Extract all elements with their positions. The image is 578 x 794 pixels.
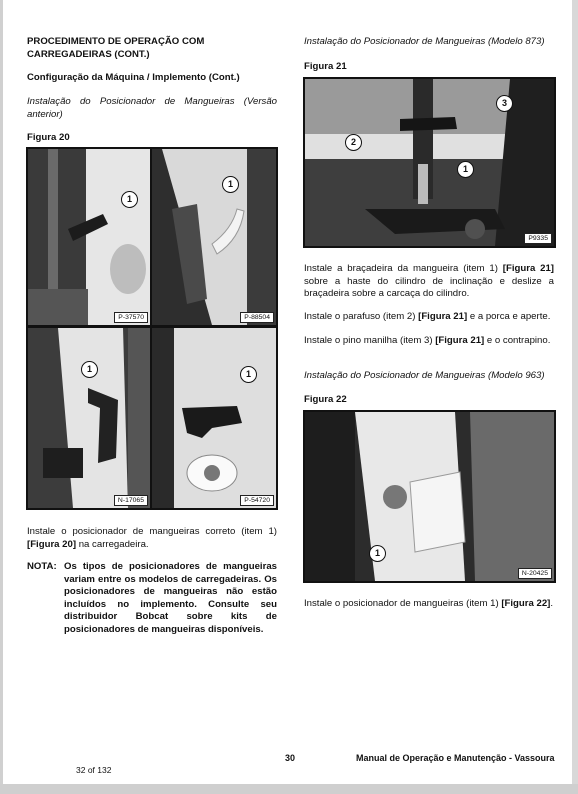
paragraph-text-end: e a porca e aperte. xyxy=(469,311,551,322)
figure-21-label: Figura 21 xyxy=(304,61,347,72)
install-title-earlier: Instalação do Posicionador de Mangueiras (Versão anterior) xyxy=(27,96,277,120)
figure-ref: [Figura 21] xyxy=(502,263,554,274)
page-of-indicator: 32 of 132 xyxy=(76,765,112,775)
paragraph-text-end: e o contrapino. xyxy=(486,335,551,346)
figure-ref: [Figura 21] xyxy=(418,311,468,322)
photo-code: P-54720 xyxy=(240,495,274,506)
install-title-963: Instalação do Posicionador de Mangueiras (Modelo 963) xyxy=(304,370,545,381)
paragraph-text: Instale a braçadeira da mangueira (item 1) xyxy=(304,263,498,274)
figure-ref: [Figura 21] xyxy=(435,335,485,346)
paragraph-text: Instale o posicionador de mangueiras (item 1) xyxy=(304,598,499,609)
page-frame-left xyxy=(0,0,3,794)
figure-ref: [Figura 22] xyxy=(501,598,551,609)
figure-22-label: Figura 22 xyxy=(304,394,347,405)
figure-20-photo-1 xyxy=(26,147,152,327)
callout-1: 1 xyxy=(222,176,239,193)
paragraph-text: Instale o pino manilha (item 3) xyxy=(304,335,433,346)
section-heading: PROCEDIMENTO DE OPERAÇÃO COM CARREGADEIRAS (CONT.) xyxy=(27,36,205,60)
paragraph-3 xyxy=(304,335,554,348)
page-number: 30 xyxy=(285,753,296,763)
manual-title: Manual de Operação e Manutenção - Vassoura xyxy=(356,753,555,763)
figure-20-photo-3 xyxy=(26,326,152,510)
callout-1: 1 xyxy=(121,191,138,208)
photo-code: P-37570 xyxy=(114,312,148,323)
figure-20-photo-4 xyxy=(150,326,278,510)
page-frame-bottom xyxy=(0,784,578,794)
figure-ref: [Figura 20] xyxy=(27,538,77,550)
subsection-heading: Configuração da Máquina / Implemento (Cont.) xyxy=(27,72,240,83)
callout-1: 1 xyxy=(240,366,257,383)
callout-2: 2 xyxy=(345,134,362,151)
figure-21-photo xyxy=(303,77,556,248)
note-label: NOTA: xyxy=(27,561,57,572)
photo-code: N-17065 xyxy=(114,495,148,506)
figure-20-photo-2 xyxy=(150,147,278,327)
paragraph-4 xyxy=(304,598,554,611)
instruction-text-end: na carregadeira. xyxy=(78,538,149,550)
paragraph-text: Instale o parafuso (item 2) xyxy=(304,311,416,322)
callout-3: 3 xyxy=(496,95,513,112)
photo-code: N-20425 xyxy=(518,568,552,579)
page-frame-right xyxy=(572,0,578,794)
paragraph-text-end: sobre a haste do cilindro de inclinação e deslize a braçadeira sobre a carcaça do cilindro. xyxy=(304,275,554,299)
paragraph-1 xyxy=(304,263,554,301)
callout-1: 1 xyxy=(369,545,386,562)
photo-code: P-88504 xyxy=(240,312,274,323)
callout-1: 1 xyxy=(457,161,474,178)
photo-code: P9335 xyxy=(524,233,552,244)
instruction-paragraph xyxy=(27,526,277,551)
paragraph-text-end: . xyxy=(550,598,554,609)
figure-20-label: Figura 20 xyxy=(27,132,70,143)
install-title-873: Instalação do Posicionador de Mangueiras (Modelo 873) xyxy=(304,36,545,47)
figure-22-photo xyxy=(303,410,556,583)
paragraph-2 xyxy=(304,311,554,324)
note-text: Os tipos de posicionadores de mangueiras variam entre os modelos de carregadeiras. Os posicionadores de mangueiras não estão incluídos no implemento. Consulte seu distribuidor Bobcat sobre kits de posicionadores de mangueiras disponíveis. xyxy=(64,561,277,635)
instruction-text: Instale o posicionador de mangueiras correto (item 1) xyxy=(27,526,277,537)
callout-1: 1 xyxy=(81,361,98,378)
